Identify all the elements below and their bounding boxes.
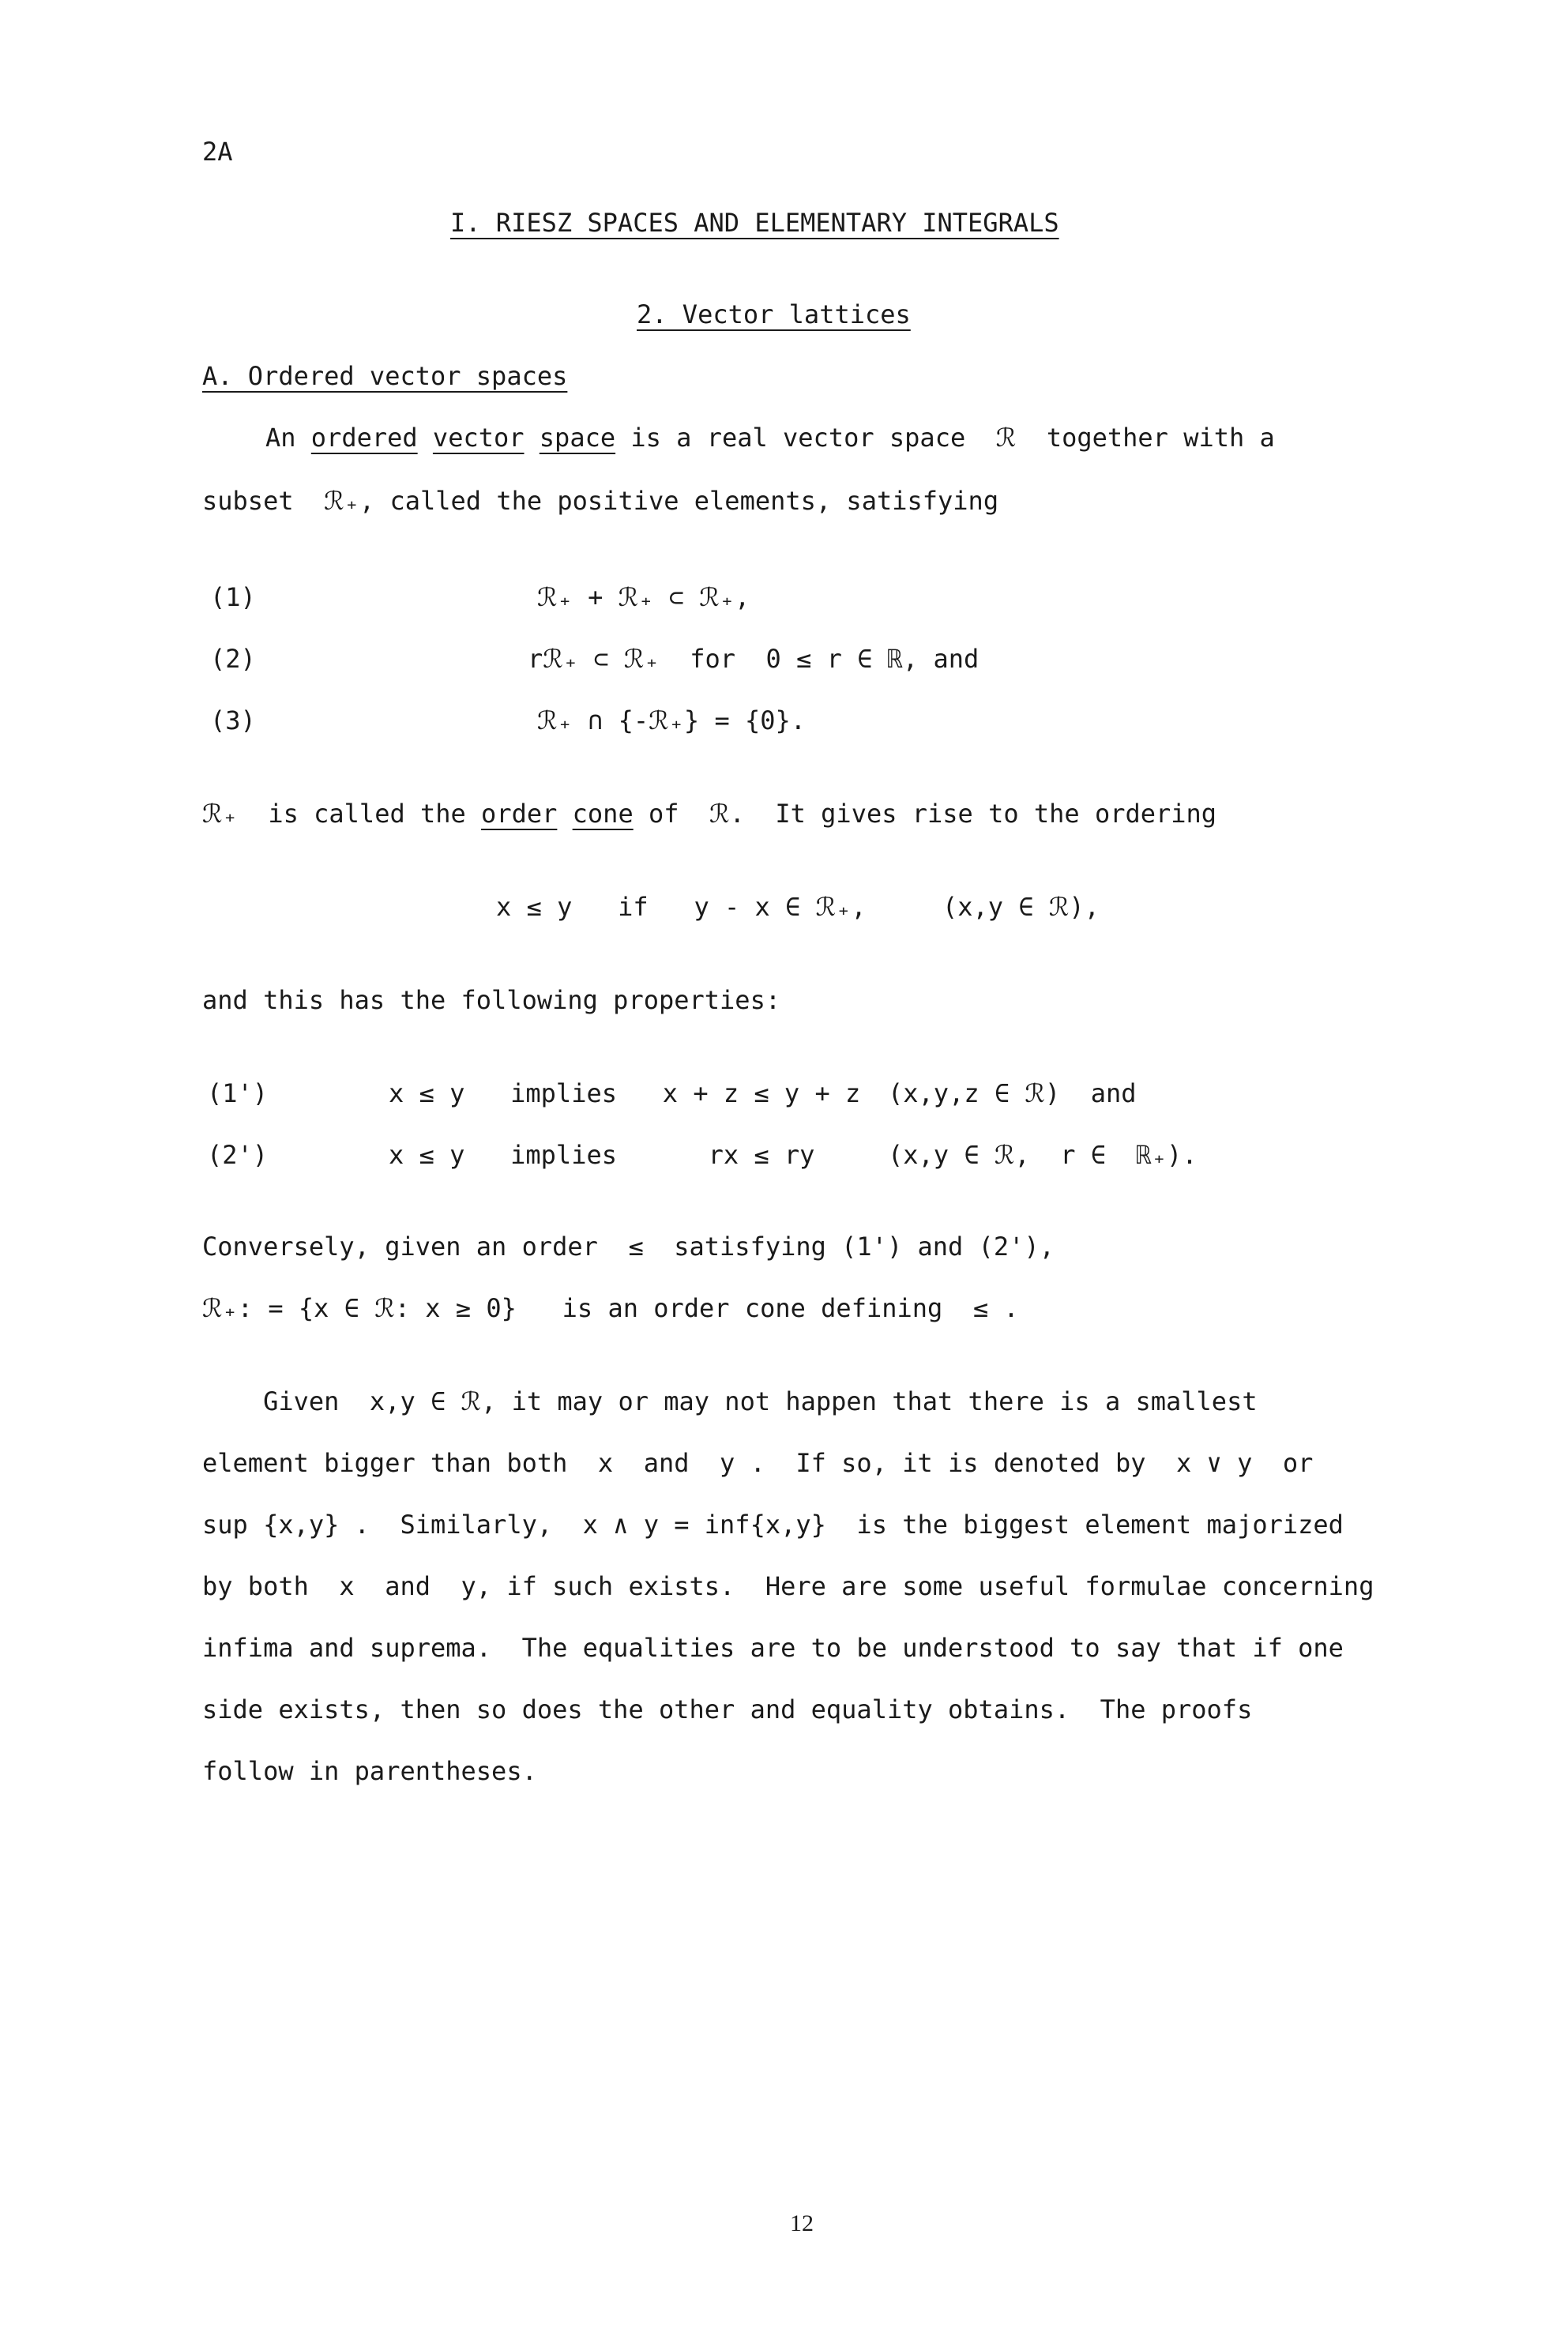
paragraph-line-5: infima and suprema. The equalities are to be understood to say that if one — [202, 1633, 1344, 1663]
properties-intro: and this has the following properties: — [202, 985, 781, 1015]
paragraph-line-3: sup {x,y} . Similarly, x ∧ y = inf{x,y} is the biggest element majorized — [202, 1510, 1344, 1540]
axiom-formula-2: rℛ₊ ⊂ ℛ₊ for 0 ≤ r ∈ ℝ, and — [528, 644, 980, 674]
property-label-2: (2') — [207, 1140, 269, 1170]
definition-line-1 — [265, 423, 1275, 453]
section-title: 2. Vector lattices — [637, 299, 911, 329]
paragraph-line-7: follow in parentheses. — [202, 1756, 537, 1786]
paragraph-line-6: side exists, then so does the other and equality obtains. The proofs — [202, 1694, 1253, 1724]
term-space: space — [539, 423, 616, 453]
axiom-formula-1: ℛ₊ + ℛ₊ ⊂ ℛ₊, — [537, 582, 750, 612]
axiom-label-2: (2) — [210, 644, 256, 674]
order-cone-sentence — [202, 799, 1217, 829]
property-formula-1: x ≤ y implies x + z ≤ y + z — [389, 1078, 861, 1108]
term-ordered: ordered — [310, 423, 418, 453]
paragraph-line-4: by both x and y, if such exists. Here are some useful formulae concerning — [202, 1571, 1374, 1601]
definition-line-2: subset ℛ₊, called the positive elements, satisfying — [202, 486, 999, 516]
paragraph-line-2: element bigger than both x and y . If so, it is denoted by x ∨ y or — [202, 1448, 1314, 1478]
order-cone-rest: of ℛ. It gives rise to the ordering — [633, 799, 1217, 829]
property-domain-2: (x,y ∈ ℛ, r ∈ ℝ₊). — [888, 1140, 1198, 1170]
paragraph-line-1: Given x,y ∈ ℛ, it may or may not happen that there is a smallest — [202, 1386, 1258, 1416]
definition-rest: is a real vector space ℛ together with a — [615, 423, 1275, 453]
subsection-title: A. Ordered vector spaces — [202, 361, 568, 391]
term-order: order — [481, 799, 558, 829]
axiom-formula-3: ℛ₊ ∩ {-ℛ₊} = {0}. — [537, 705, 807, 735]
order-cone-prefix: ℛ₊ is called the — [202, 799, 482, 829]
term-vector: vector — [432, 423, 525, 453]
property-label-1: (1') — [207, 1078, 269, 1108]
property-formula-2: x ≤ y implies rx ≤ ry — [389, 1140, 815, 1170]
axiom-label-3: (3) — [210, 705, 256, 735]
axiom-label-1: (1) — [210, 582, 256, 612]
converse-line-2: ℛ₊: = {x ∈ ℛ: x ≥ 0} is an order cone defining ≤ . — [202, 1293, 1019, 1323]
definition-prefix: An — [265, 423, 311, 453]
chapter-title: I. RIESZ SPACES AND ELEMENTARY INTEGRALS — [450, 208, 1059, 238]
converse-line-1: Conversely, given an order ≤ satisfying (1') and (2'), — [202, 1232, 1055, 1262]
term-cone: cone — [572, 799, 634, 829]
property-domain-1: (x,y,z ∈ ℛ) and — [888, 1078, 1137, 1108]
ordering-formula: x ≤ y if y - x ∈ ℛ₊, (x,y ∈ ℛ), — [496, 892, 1100, 922]
page-number: 12 — [790, 2210, 814, 2236]
page-corner-label: 2A — [202, 137, 233, 167]
